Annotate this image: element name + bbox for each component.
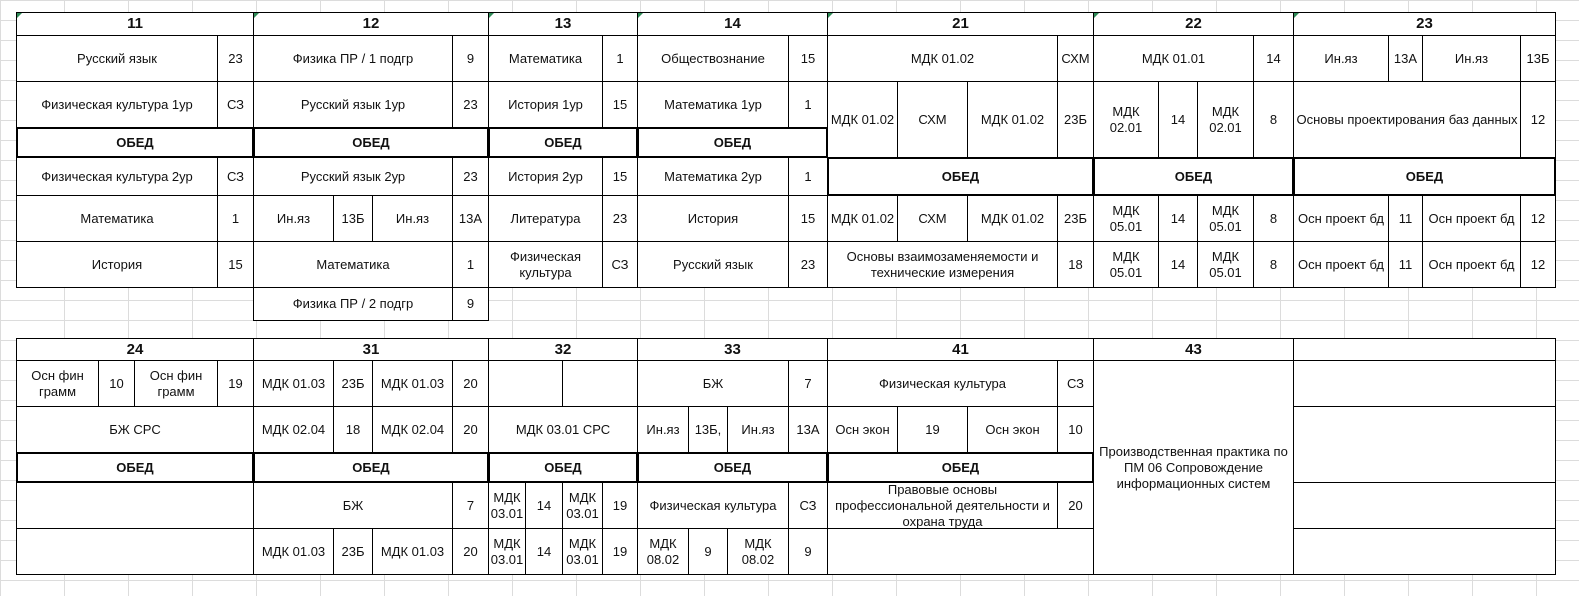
- schedule-cell[interactable]: БЖ СРС: [16, 406, 254, 453]
- schedule-cell[interactable]: СХМ: [897, 81, 968, 158]
- schedule-cell[interactable]: Основы проектирования баз данных: [1293, 81, 1521, 158]
- schedule-cell[interactable]: МДК 02.01: [1197, 81, 1254, 158]
- group-header[interactable]: 31: [253, 338, 489, 361]
- schedule-cell[interactable]: 15: [602, 157, 638, 196]
- schedule-cell[interactable]: Физическая культура 1ур: [16, 81, 218, 128]
- schedule-cell[interactable]: СЗ: [1057, 360, 1094, 407]
- schedule-cell[interactable]: МДК 01.03: [253, 360, 334, 407]
- schedule-cell[interactable]: 14: [1253, 35, 1294, 82]
- lunch-break-cell[interactable]: ОБЕД: [1293, 157, 1556, 196]
- schedule-cell[interactable]: Обществознание: [637, 35, 789, 82]
- lunch-break-cell[interactable]: ОБЕД: [253, 452, 489, 483]
- schedule-cell[interactable]: Физика ПР / 2 подгр: [253, 287, 453, 321]
- schedule-cell[interactable]: История: [637, 195, 789, 242]
- schedule-cell[interactable]: [1293, 528, 1556, 575]
- schedule-cell[interactable]: 7: [452, 482, 489, 529]
- schedule-cell[interactable]: 18: [333, 406, 373, 453]
- schedule-cell[interactable]: Ин.яз: [727, 406, 789, 453]
- schedule-cell[interactable]: Ин.яз: [1422, 35, 1521, 82]
- schedule-cell[interactable]: 23Б: [1057, 195, 1094, 242]
- schedule-cell[interactable]: 20: [452, 360, 489, 407]
- schedule-cell[interactable]: МДК 05.01: [1093, 195, 1159, 242]
- schedule-cell[interactable]: 15: [602, 81, 638, 128]
- schedule-cell[interactable]: Ин.яз: [1293, 35, 1389, 82]
- schedule-cell[interactable]: 9: [688, 528, 728, 575]
- schedule-cell[interactable]: 8: [1253, 241, 1294, 288]
- schedule-cell[interactable]: [16, 482, 254, 529]
- schedule-cell[interactable]: 14: [525, 528, 563, 575]
- lunch-break-cell[interactable]: ОБЕД: [827, 157, 1094, 196]
- schedule-cell[interactable]: Ин.яз: [372, 195, 453, 242]
- comment-marker-icon: [1094, 13, 1099, 18]
- schedule-cell[interactable]: 1: [788, 81, 828, 128]
- comment-marker-icon: [17, 13, 22, 18]
- schedule-cell[interactable]: 1: [602, 35, 638, 82]
- schedule-cell[interactable]: Осн проект бд: [1422, 241, 1521, 288]
- schedule-cell[interactable]: 23: [452, 81, 489, 128]
- schedule-cell[interactable]: 20: [1057, 482, 1094, 529]
- group-header[interactable]: 11: [16, 12, 254, 36]
- schedule-cell[interactable]: Осн проект бд: [1293, 241, 1389, 288]
- schedule-cell[interactable]: Правовые основы профессиональной деятельности и охрана труда: [827, 482, 1058, 529]
- group-header[interactable]: 14: [637, 12, 828, 36]
- schedule-cell[interactable]: Основы взаимозаменяемости и технические измерения: [827, 241, 1058, 288]
- lunch-break-cell[interactable]: ОБЕД: [16, 452, 254, 483]
- schedule-cell[interactable]: МДК 05.01: [1197, 195, 1254, 242]
- schedule-cell[interactable]: Осн экон: [967, 406, 1058, 453]
- group-header[interactable]: 33: [637, 338, 828, 361]
- schedule-cell[interactable]: МДК 01.02: [827, 81, 898, 158]
- schedule-cell[interactable]: 12: [1520, 241, 1556, 288]
- lunch-break-cell[interactable]: ОБЕД: [488, 127, 638, 158]
- schedule-cell[interactable]: 9: [788, 528, 828, 575]
- schedule-cell[interactable]: 23: [217, 35, 254, 82]
- schedule-cell[interactable]: 13Б,: [688, 406, 728, 453]
- schedule-cell[interactable]: БЖ: [637, 360, 789, 407]
- comment-marker-icon: [828, 13, 833, 18]
- schedule-cell[interactable]: Физическая культура: [488, 241, 603, 288]
- schedule-cell[interactable]: 19: [602, 528, 638, 575]
- schedule-cell[interactable]: 13А: [1388, 35, 1423, 82]
- schedule-cell[interactable]: 12: [1520, 195, 1556, 242]
- schedule-cell[interactable]: [1293, 406, 1556, 483]
- schedule-cell[interactable]: МДК 01.02: [967, 195, 1058, 242]
- group-header[interactable]: 41: [827, 338, 1094, 361]
- schedule-cell[interactable]: [827, 528, 1094, 575]
- schedule-cell[interactable]: Математика 1ур: [637, 81, 789, 128]
- schedule-cell[interactable]: Русский язык: [637, 241, 789, 288]
- schedule-cell[interactable]: МДК 01.03: [372, 528, 453, 575]
- schedule-cell[interactable]: 14: [1158, 81, 1198, 158]
- schedule-cell[interactable]: 23Б: [333, 528, 373, 575]
- schedule-cell[interactable]: Производственная практика по ПМ 06 Сопровождение информационных систем: [1093, 360, 1294, 575]
- schedule-cell[interactable]: Математика: [488, 35, 603, 82]
- schedule-cell[interactable]: СЗ: [217, 157, 254, 196]
- schedule-cell[interactable]: 13А: [452, 195, 489, 242]
- schedule-cell[interactable]: СХМ: [1057, 35, 1094, 82]
- schedule-cell[interactable]: СЗ: [217, 81, 254, 128]
- schedule-cell[interactable]: История: [16, 241, 218, 288]
- schedule-cell[interactable]: 18: [1057, 241, 1094, 288]
- schedule-cell[interactable]: СХМ: [897, 195, 968, 242]
- schedule-cell[interactable]: Осн проект бд: [1422, 195, 1521, 242]
- schedule-cell[interactable]: МДК 03.01 СРС: [488, 406, 638, 453]
- group-header[interactable]: 43: [1093, 338, 1294, 361]
- schedule-cell[interactable]: МДК 08.02: [637, 528, 689, 575]
- group-header[interactable]: 23: [1293, 12, 1556, 36]
- schedule-cell[interactable]: 15: [217, 241, 254, 288]
- schedule-cell[interactable]: МДК 02.04: [372, 406, 453, 453]
- schedule-cell[interactable]: Физическая культура 2ур: [16, 157, 218, 196]
- comment-marker-icon: [638, 13, 643, 18]
- schedule-cell[interactable]: МДК 02.04: [253, 406, 334, 453]
- comment-marker-icon: [254, 13, 259, 18]
- lunch-break-cell[interactable]: ОБЕД: [16, 127, 254, 158]
- schedule-cell[interactable]: 9: [452, 35, 489, 82]
- schedule-cell[interactable]: Физика ПР / 1 подгр: [253, 35, 453, 82]
- schedule-cell[interactable]: 12: [1520, 81, 1556, 158]
- schedule-cell[interactable]: Литература: [488, 195, 603, 242]
- lunch-break-cell[interactable]: ОБЕД: [827, 452, 1094, 483]
- schedule-cell[interactable]: МДК 01.01: [1093, 35, 1254, 82]
- schedule-cell[interactable]: 23Б: [333, 360, 373, 407]
- schedule-cell[interactable]: БЖ: [253, 482, 453, 529]
- lunch-break-cell[interactable]: ОБЕД: [637, 127, 828, 158]
- schedule-cell[interactable]: Осн экон: [827, 406, 898, 453]
- schedule-cell[interactable]: 11: [1388, 195, 1423, 242]
- schedule-cell[interactable]: СЗ: [602, 241, 638, 288]
- schedule-cell[interactable]: 8: [1253, 195, 1294, 242]
- schedule-cell[interactable]: Математика 2ур: [637, 157, 789, 196]
- schedule-cell[interactable]: Физическая культура: [827, 360, 1058, 407]
- schedule-cell[interactable]: [1293, 482, 1556, 529]
- schedule-cell[interactable]: Математика: [253, 241, 453, 288]
- schedule-cell[interactable]: 9: [452, 287, 489, 321]
- schedule-cell[interactable]: СЗ: [788, 482, 828, 529]
- schedule-cell[interactable]: 1: [217, 195, 254, 242]
- schedule-cell[interactable]: МДК 01.03: [253, 528, 334, 575]
- schedule-cell[interactable]: 14: [1158, 195, 1198, 242]
- schedule-cell[interactable]: 23: [602, 195, 638, 242]
- schedule-cell[interactable]: Русский язык 1ур: [253, 81, 453, 128]
- schedule-cell[interactable]: [488, 360, 563, 407]
- lunch-break-cell[interactable]: ОБЕД: [488, 452, 638, 483]
- group-header[interactable]: 22: [1093, 12, 1294, 36]
- schedule-cell[interactable]: МДК 03.01: [488, 528, 526, 575]
- schedule-cell[interactable]: 14: [1158, 241, 1198, 288]
- schedule-cell[interactable]: Русский язык: [16, 35, 218, 82]
- schedule-cell[interactable]: Математика: [16, 195, 218, 242]
- schedule-cell[interactable]: Осн фин грамм: [16, 360, 99, 407]
- lunch-break-cell[interactable]: ОБЕД: [1093, 157, 1294, 196]
- schedule-cell[interactable]: 14: [525, 482, 563, 529]
- schedule-cell[interactable]: Ин.яз: [637, 406, 689, 453]
- group-header[interactable]: 32: [488, 338, 638, 361]
- schedule-cell[interactable]: МДК 01.03: [372, 360, 453, 407]
- schedule-cell[interactable]: МДК 01.02: [967, 81, 1058, 158]
- schedule-cell[interactable]: 1: [788, 157, 828, 196]
- schedule-cell[interactable]: МДК 05.01: [1093, 241, 1159, 288]
- group-header[interactable]: 13: [488, 12, 638, 36]
- group-header[interactable]: 21: [827, 12, 1094, 36]
- schedule-cell[interactable]: Осн проект бд: [1293, 195, 1389, 242]
- schedule-cell[interactable]: 11: [1388, 241, 1423, 288]
- schedule-cell[interactable]: 13Б: [333, 195, 373, 242]
- group-header[interactable]: 24: [16, 338, 254, 361]
- group-header[interactable]: [1293, 338, 1556, 361]
- group-header[interactable]: 12: [253, 12, 489, 36]
- schedule-cell[interactable]: 19: [897, 406, 968, 453]
- schedule-cell[interactable]: 20: [452, 406, 489, 453]
- schedule-cell[interactable]: 8: [1253, 81, 1294, 158]
- schedule-cell[interactable]: 19: [217, 360, 254, 407]
- schedule-cell[interactable]: Осн фин грамм: [134, 360, 218, 407]
- schedule-cell[interactable]: 10: [1057, 406, 1094, 453]
- schedule-cell[interactable]: [16, 528, 254, 575]
- schedule-cell[interactable]: Русский язык 2ур: [253, 157, 453, 196]
- schedule-cell[interactable]: 15: [788, 35, 828, 82]
- schedule-cell[interactable]: МДК 02.01: [1093, 81, 1159, 158]
- schedule-cell[interactable]: [562, 360, 638, 407]
- schedule-cell[interactable]: МДК 01.02: [827, 195, 898, 242]
- schedule-cell[interactable]: МДК 08.02: [727, 528, 789, 575]
- schedule-cell[interactable]: МДК 03.01: [562, 482, 603, 529]
- comment-marker-icon: [489, 13, 494, 18]
- schedule-cell[interactable]: История 2ур: [488, 157, 603, 196]
- schedule-cell[interactable]: 19: [602, 482, 638, 529]
- schedule-cell[interactable]: 23Б: [1057, 81, 1094, 158]
- schedule-cell[interactable]: 13Б: [1520, 35, 1556, 82]
- schedule-cell[interactable]: История 1ур: [488, 81, 603, 128]
- schedule-cell[interactable]: Ин.яз: [253, 195, 334, 242]
- schedule-cell[interactable]: 23: [452, 157, 489, 196]
- lunch-break-cell[interactable]: ОБЕД: [637, 452, 828, 483]
- schedule-cell[interactable]: 7: [788, 360, 828, 407]
- schedule-cell[interactable]: МДК 03.01: [562, 528, 603, 575]
- schedule-cell[interactable]: МДК 05.01: [1197, 241, 1254, 288]
- schedule-cell[interactable]: 20: [452, 528, 489, 575]
- schedule-cell[interactable]: 13А: [788, 406, 828, 453]
- schedule-cell[interactable]: МДК 03.01: [488, 482, 526, 529]
- schedule-cell[interactable]: 15: [788, 195, 828, 242]
- schedule-cell[interactable]: МДК 01.02: [827, 35, 1058, 82]
- comment-marker-icon: [1294, 13, 1299, 18]
- schedule-cell[interactable]: 1: [452, 241, 489, 288]
- schedule-cell[interactable]: Физическая культура: [637, 482, 789, 529]
- schedule-cell[interactable]: 10: [98, 360, 135, 407]
- schedule-cell[interactable]: [1293, 360, 1556, 407]
- schedule-cell[interactable]: 23: [788, 241, 828, 288]
- lunch-break-cell[interactable]: ОБЕД: [253, 127, 489, 158]
